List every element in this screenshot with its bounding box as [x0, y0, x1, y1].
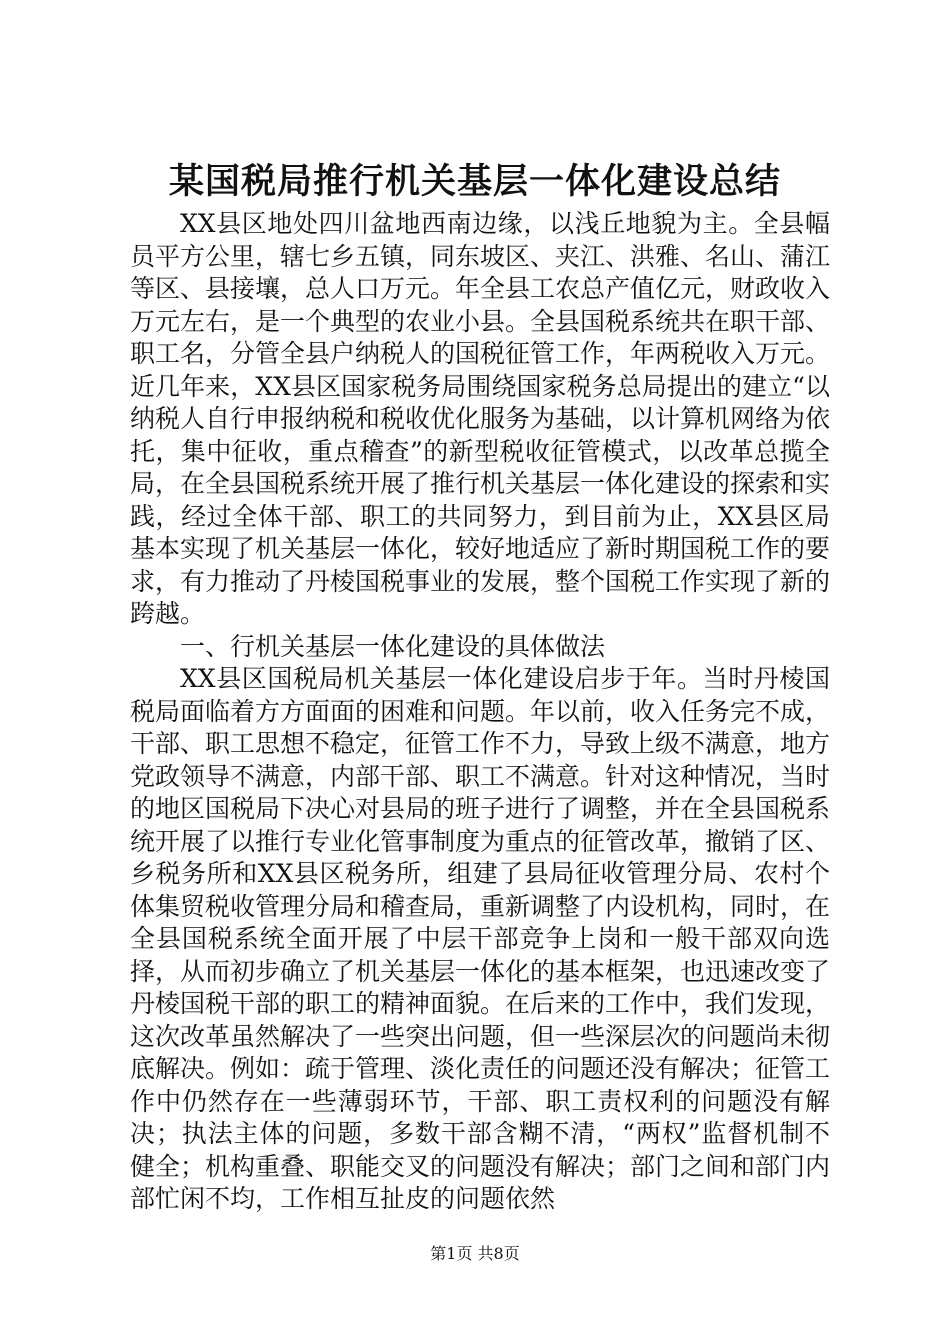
- section-heading: 一、行机关基层一体化建设的具体做法: [180, 631, 606, 661]
- document-title: 某国税局推行机关基层一体化建设总结: [168, 161, 781, 202]
- paragraph-intro: XX县区地处四川盆地西南边缘，以浅丘地貌为主。全县幅员平方公里，辖七乡五镇，同东坡区、夹江、洪雅、名山、蒲江等区、县接壤，总人口万元。年全县工农总产值亿元，财政收入万元左右，是一个典型的农业小县。全县国税系统共在职干部、职工名，分管全县户纳税人的国税征管工作，年两税收入万元。近几年来，XX县区国家税务局围绕国家税务总局提出的建立“以纳税人自行申报纳税和税收优化服务为基础，以计算机网络为依托，集中征收，重点稽查”的新型税收征管模式，以改革总揽全局，在全县国税系统开展了推行机关基层一体化建设的探索和实践，经过全体干部、职工的共同努力，到目前为止，XX县区局基本实现了机关基层一体化，较好地适应了新时期国税工作的要求，有力推动了丹棱国税事业的发展，整个国税工作实现了新的跨越。: [130, 209, 831, 628]
- paragraph-practice: XX县区国税局机关基层一体化建设启步于年。当时丹棱国税局面临着方方面面的困难和问题。年以前，收入任务完不成，干部、职工思想不稳定，征管工作不力，导致上级不满意，地方党政领导不满意，内部干部、职工不满意。针对这种情况，当时的地区国税局下决心对县局的班子进行了调整，并在全县国税系统开展了以推行专业化管事制度为重点的征管改革，撤销了区、乡税务所和XX县区税务所，组建了县局征收管理分局、农村个体集贸税收管理分局和稽查局，重新调整了内设机构，同时，在全县国税系统全面开展了中层干部竞争上岗和一般干部双向选择，从而初步确立了机关基层一体化的基本框架，也迅速改变了丹棱国税干部的职工的精神面貌。在后来的工作中，我们发现，这次改革虽然解决了一些突出问题，但一些深层次的问题尚未彻底解决。例如：疏于管理、淡化责任的问题还没有解决；征管工作中仍然存在一些薄弱环节，干部、职工责权利的问题没有解决；执法主体的问题，多数干部含糊不清，“两权”监督机制不健全；机构重叠、职能交叉的问题没有解决；部门之间和部门内部忙闲不均，工作相互扯皮的问题依然: [130, 664, 831, 1213]
- page-number: 第1页 共8页: [430, 1244, 520, 1263]
- document-body: [130, 208, 830, 1216]
